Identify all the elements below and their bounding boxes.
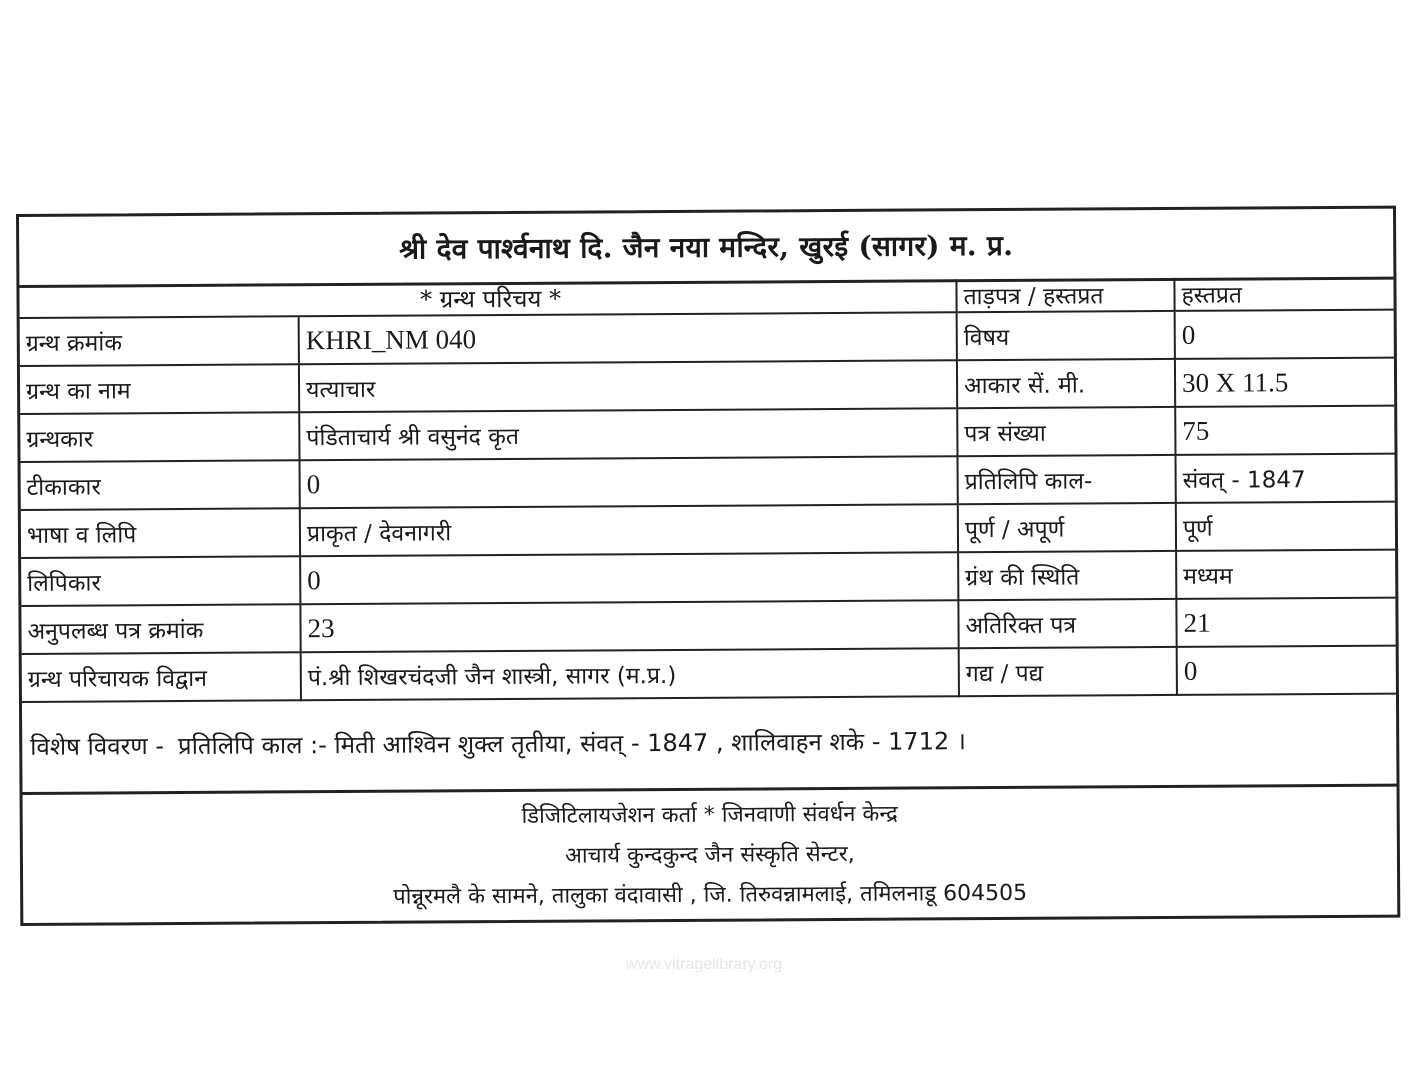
row-value: 0: [301, 457, 959, 509]
row-label2: पूर्ण / अपूर्ण: [959, 504, 1177, 553]
footer-line-1: डिजिटिलायजेशन कर्ता * जिनवाणी संवर्धन केन्द्र: [521, 801, 898, 829]
row-value2: पूर्ण: [1177, 503, 1395, 552]
manuscript-details-table: [19, 277, 1396, 703]
temple-title: श्री देव पार्श्वनाथ दि. जैन नया मन्दिर, खुरई (सागर) म. प्र.: [19, 209, 1393, 288]
row-label2: ग्रंथ की स्थिति: [959, 552, 1177, 601]
intro-heading: * ग्रन्थ परिचय *: [19, 279, 957, 319]
row-value2: मध्यम: [1177, 551, 1395, 600]
row-value2: 0: [1176, 311, 1394, 360]
row-label: भाषा व लिपि: [21, 509, 301, 559]
remarks-text: प्रतिलिपि काल :- मिती आश्विन शुक्ल तृतीया, संवत् - 1847 , शालिवाहन शके - 1712 ।: [177, 727, 966, 761]
row-label: ग्रन्थकार: [20, 413, 300, 463]
row-label: ग्रन्थ परिचायक विद्वान: [22, 653, 302, 703]
row-value: पंडिताचार्य श्री वसुनंद कृत: [300, 409, 958, 461]
catalog-card: [16, 206, 1400, 926]
row-value2: 30 X 11.5: [1176, 359, 1394, 408]
row-value2: 75: [1176, 407, 1394, 456]
row-label: ग्रन्थ का नाम: [20, 365, 300, 415]
row-label2: आकार सें. मी.: [958, 360, 1176, 409]
type-label: ताड़पत्र / हस्तप्रत: [957, 278, 1175, 313]
row-value: यत्याचार: [300, 361, 958, 413]
row-value2: 21: [1177, 599, 1395, 648]
row-value: 23: [301, 601, 959, 653]
website-watermark: www.vitragelibrary.org: [625, 956, 783, 973]
special-remarks: [22, 693, 1397, 795]
row-value: 0: [301, 553, 959, 605]
row-value: प्राकृत / देवनागरी: [301, 505, 959, 557]
row-value: KHRI_NM 040: [300, 313, 958, 365]
row-label2: विषय: [958, 312, 1176, 361]
row-value2: संवत् - 1847: [1176, 455, 1394, 504]
row-label2: प्रतिलिपि काल-: [959, 456, 1177, 505]
row-label2: गद्य / पद्य: [960, 648, 1178, 697]
row-label: लिपिकार: [21, 557, 301, 607]
footer-line-3: पोन्नूरमलै के सामने, तालुका वंदावासी , जि. तिरुवन्नामलाई, तमिलनाडू 604505: [393, 880, 1028, 910]
type-value: हस्तप्रत: [1175, 277, 1393, 312]
row-label: ग्रन्थ क्रमांक: [20, 317, 300, 367]
footer-line-2: आचार्य कुन्दकुन्द जैन संस्कृति सेन्टर,: [565, 841, 855, 869]
row-label2: अतिरिक्त पत्र: [959, 600, 1177, 649]
row-label2: पत्र संख्या: [958, 408, 1176, 457]
row-value2: 0: [1178, 647, 1396, 696]
digitization-footer: [23, 789, 1398, 923]
row-label: अनुपलब्ध पत्र क्रमांक: [21, 605, 301, 655]
row-value: पं.श्री शिखरचंदजी जैन शास्त्री, सागर (म.प्र.): [302, 649, 960, 701]
row-label: टीकाकार: [21, 461, 301, 511]
remarks-label: विशेष विवरण -: [30, 732, 165, 761]
